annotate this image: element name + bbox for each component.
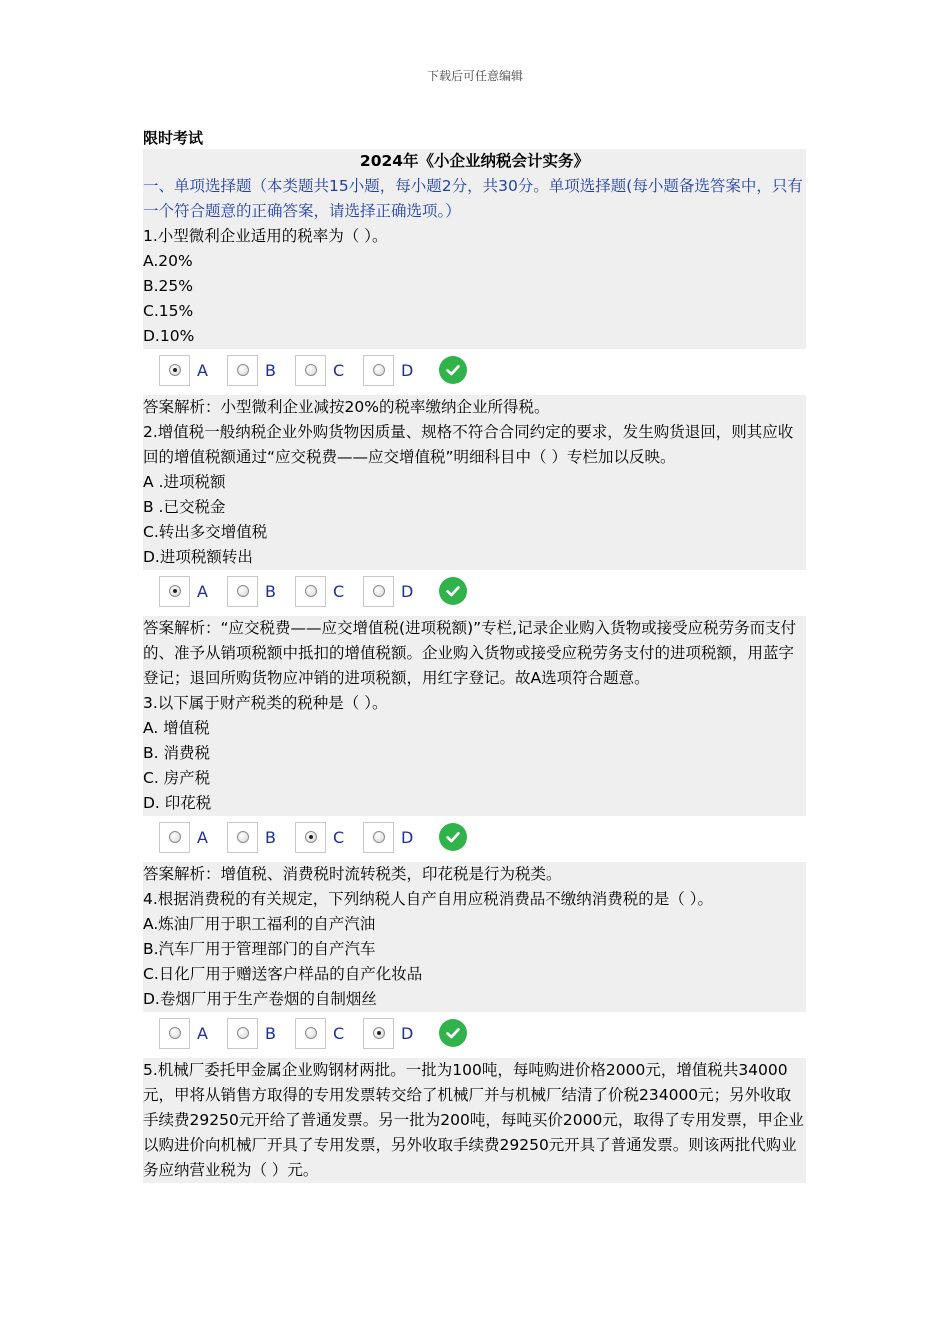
radio-button[interactable] <box>169 1027 181 1039</box>
answer-row <box>143 816 806 858</box>
option-letter: B <box>265 1023 276 1043</box>
radio-box[interactable] <box>363 576 394 607</box>
answer-option-b[interactable] <box>227 355 279 386</box>
option-letter: D <box>401 1023 414 1043</box>
radio-button[interactable] <box>237 585 249 597</box>
radio-box[interactable] <box>227 355 258 386</box>
question-block-1 <box>143 149 806 349</box>
option-text: B.25% <box>143 277 194 295</box>
answer-option-c[interactable] <box>295 576 347 607</box>
question-text: 4.根据消费税的有关规定，下列纳税人自产自用应税消费品不缴纳消费税的是（ ）。 <box>143 890 713 908</box>
option-text: D. 印花税 <box>143 794 212 812</box>
answer-option-a[interactable] <box>159 355 211 386</box>
radio-button[interactable] <box>373 1027 385 1039</box>
radio-button[interactable] <box>373 831 385 843</box>
radio-box[interactable] <box>227 576 258 607</box>
option-text: D.进项税额转出 <box>143 548 253 566</box>
answer-row <box>143 570 806 612</box>
answer-option-a[interactable] <box>159 822 211 853</box>
radio-box[interactable] <box>159 822 190 853</box>
radio-box[interactable] <box>363 1018 394 1049</box>
answer-option-d[interactable] <box>363 576 415 607</box>
option-letter: A <box>197 581 208 601</box>
option-letter: A <box>197 360 208 380</box>
correct-check-icon <box>439 1019 467 1047</box>
option-letter: B <box>265 827 276 847</box>
header-note: 下载后可任意编辑 <box>426 69 523 83</box>
question-block-3 <box>143 616 806 816</box>
answer-option-d[interactable] <box>363 1018 415 1049</box>
option-letter: B <box>265 360 276 380</box>
radio-button[interactable] <box>305 585 317 597</box>
option-text: C.15% <box>143 302 194 320</box>
answer-option-c[interactable] <box>295 822 347 853</box>
radio-button[interactable] <box>237 1027 249 1039</box>
correct-check-icon <box>439 356 467 384</box>
option-text: A. 增值税 <box>143 719 210 737</box>
radio-box[interactable] <box>159 355 190 386</box>
option-text: A .进项税额 <box>143 473 226 491</box>
answer-explanation: 答案解析：增值税、消费税时流转税类，印花税是行为税类。 <box>143 865 562 883</box>
option-text: D.10% <box>143 327 195 345</box>
option-letter: C <box>333 360 345 380</box>
answer-option-b[interactable] <box>227 576 279 607</box>
radio-box[interactable] <box>295 576 326 607</box>
paper-title: 2024年《小企业纳税会计实务》 <box>359 152 590 170</box>
radio-box[interactable] <box>363 822 394 853</box>
answer-row <box>143 1012 806 1054</box>
radio-box[interactable] <box>159 576 190 607</box>
question-block-2 <box>143 395 806 570</box>
correct-check-icon <box>439 577 467 605</box>
radio-box[interactable] <box>227 1018 258 1049</box>
section-note: 一、单项选择题（本类题共15小题，每小题2分，共30分。单项选择题(每小题备选答案中，只有一个符合题意的正确答案，请选择正确选项。） <box>143 177 803 220</box>
radio-button[interactable] <box>169 831 181 843</box>
option-letter: D <box>401 581 414 601</box>
question-text: 2.增值税一般纳税企业外购货物因质量、规格不符合合同约定的要求，发生购货退回，则其应收回的增值税额通过“应交税费——应交增值税”明细科目中（ ）专栏加以反映。 <box>143 423 794 466</box>
correct-check-icon <box>439 823 467 851</box>
question-text: 1.小型微利企业适用的税率为（ ）。 <box>143 227 388 245</box>
option-letter: D <box>401 827 414 847</box>
radio-button[interactable] <box>305 831 317 843</box>
answer-option-c[interactable] <box>295 355 347 386</box>
option-text: C.转出多交增值税 <box>143 523 268 541</box>
option-letter: C <box>333 827 345 847</box>
option-text: D.卷烟厂用于生产卷烟的自制烟丝 <box>143 990 377 1008</box>
answer-explanation: 答案解析：小型微利企业减按20%的税率缴纳企业所得税。 <box>143 398 550 416</box>
answer-option-a[interactable] <box>159 576 211 607</box>
answer-option-d[interactable] <box>363 822 415 853</box>
question-block-4 <box>143 862 806 1012</box>
radio-box[interactable] <box>295 355 326 386</box>
option-letter: A <box>197 1023 208 1043</box>
radio-button[interactable] <box>373 364 385 376</box>
option-letter: C <box>333 1023 345 1043</box>
radio-button[interactable] <box>237 831 249 843</box>
radio-button[interactable] <box>169 585 181 597</box>
question-text: 5.机械厂委托甲金属企业购钢材两批。一批为100吨，每吨购进价格2000元，增值税共34000元，甲将从销售方取得的专用发票转交给了机械厂并与机械厂结清了价税234000元；另外收取手续费29250元开给了普通发票。另一批为200吨，每吨买价2000元，取得了专用发票，甲企业以购进价向机械厂开具了专用发票，另外收取手续费29250元开具了普通发票。则该两批代购业务应纳营业税为（ ）元。 <box>143 1061 804 1179</box>
option-text: A.20% <box>143 252 193 270</box>
radio-box[interactable] <box>159 1018 190 1049</box>
answer-option-c[interactable] <box>295 1018 347 1049</box>
radio-button[interactable] <box>305 364 317 376</box>
question-text: 3.以下属于财产税类的税种是（ ）。 <box>143 694 388 712</box>
radio-button[interactable] <box>169 364 181 376</box>
option-letter: D <box>401 360 414 380</box>
answer-option-d[interactable] <box>363 355 415 386</box>
radio-box[interactable] <box>227 822 258 853</box>
option-text: B .已交税金 <box>143 498 226 516</box>
answer-explanation: 答案解析：“应交税费——应交增值税(进项税额)”专栏,记录企业购入货物或接受应税劳务而支付的、准予从销项税额中抵扣的增值税额。企业购入货物或接受应税劳务支付的进项税额，用蓝字登记；退回所购货物应冲销的进项税额，用红字登记。故A选项符合题意。 <box>143 619 797 687</box>
answer-option-b[interactable] <box>227 1018 279 1049</box>
option-letter: A <box>197 827 208 847</box>
radio-button[interactable] <box>305 1027 317 1039</box>
answer-option-a[interactable] <box>159 1018 211 1049</box>
radio-box[interactable] <box>295 1018 326 1049</box>
option-text: A.炼油厂用于职工福利的自产汽油 <box>143 915 376 933</box>
answer-option-b[interactable] <box>227 822 279 853</box>
question-block-5 <box>143 1058 806 1183</box>
option-text: C. 房产税 <box>143 769 211 787</box>
option-text: B.汽车厂用于管理部门的自产汽车 <box>143 940 376 958</box>
answer-row <box>143 349 806 391</box>
radio-button[interactable] <box>237 364 249 376</box>
option-text: C.日化厂用于赠送客户样品的自产化妆品 <box>143 965 423 983</box>
option-letter: B <box>265 581 276 601</box>
exam-label: 限时考试 <box>143 129 204 147</box>
exam-content <box>143 126 806 1191</box>
radio-box[interactable] <box>363 355 394 386</box>
radio-button[interactable] <box>373 585 385 597</box>
option-letter: C <box>333 581 345 601</box>
option-text: B. 消费税 <box>143 744 210 762</box>
radio-box[interactable] <box>295 822 326 853</box>
